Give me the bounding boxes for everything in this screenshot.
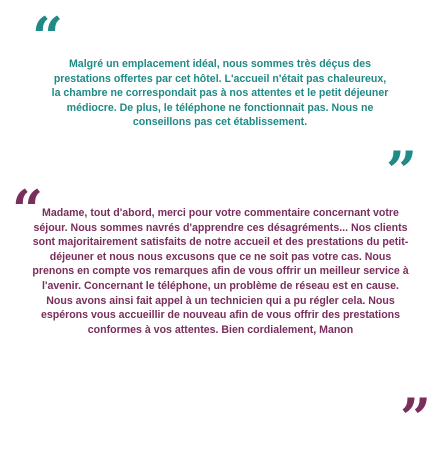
quote-open-icon: “ [32, 5, 60, 69]
quote-close-icon: ” [386, 139, 414, 203]
review-text: Malgré un emplacement idéal, nous sommes très déçus des prestations offertes par cet hôtel. L'accueil n'était pas chaleureux, la chambre ne correspondait pas à nos attentes et le petit déjeuner médiocre. De plus, le téléphone ne fonctionnait pas. Nous ne conseillons pas cet établissement. [51, 58, 389, 129]
quote-open-icon: “ [12, 178, 40, 242]
quote-close-icon: ” [400, 386, 428, 450]
reply-text: Madame, tout d'abord, merci pour votre commentaire concernant votre séjour. Nous sommes navrés d'apprendre ces désagréments... Nos clients sont majoritairement satisfaits de notre accueil et des prestations du petit-déjeuner et nous nous excusons que ce ne soit pas votre cas. Nous prenons en compte vos remarques afin de vous offrir un meilleur service à l'avenir. Concernant le téléphone, un problème de réseau est en cause. Nous avons ainsi fait appel à un technicien qui a pu régler cela. Nous espérons vous accueillir de nouveau afin de vous offrir des prestations conformes à vos attentes. Bien cordialement, Manon [32, 207, 409, 336]
